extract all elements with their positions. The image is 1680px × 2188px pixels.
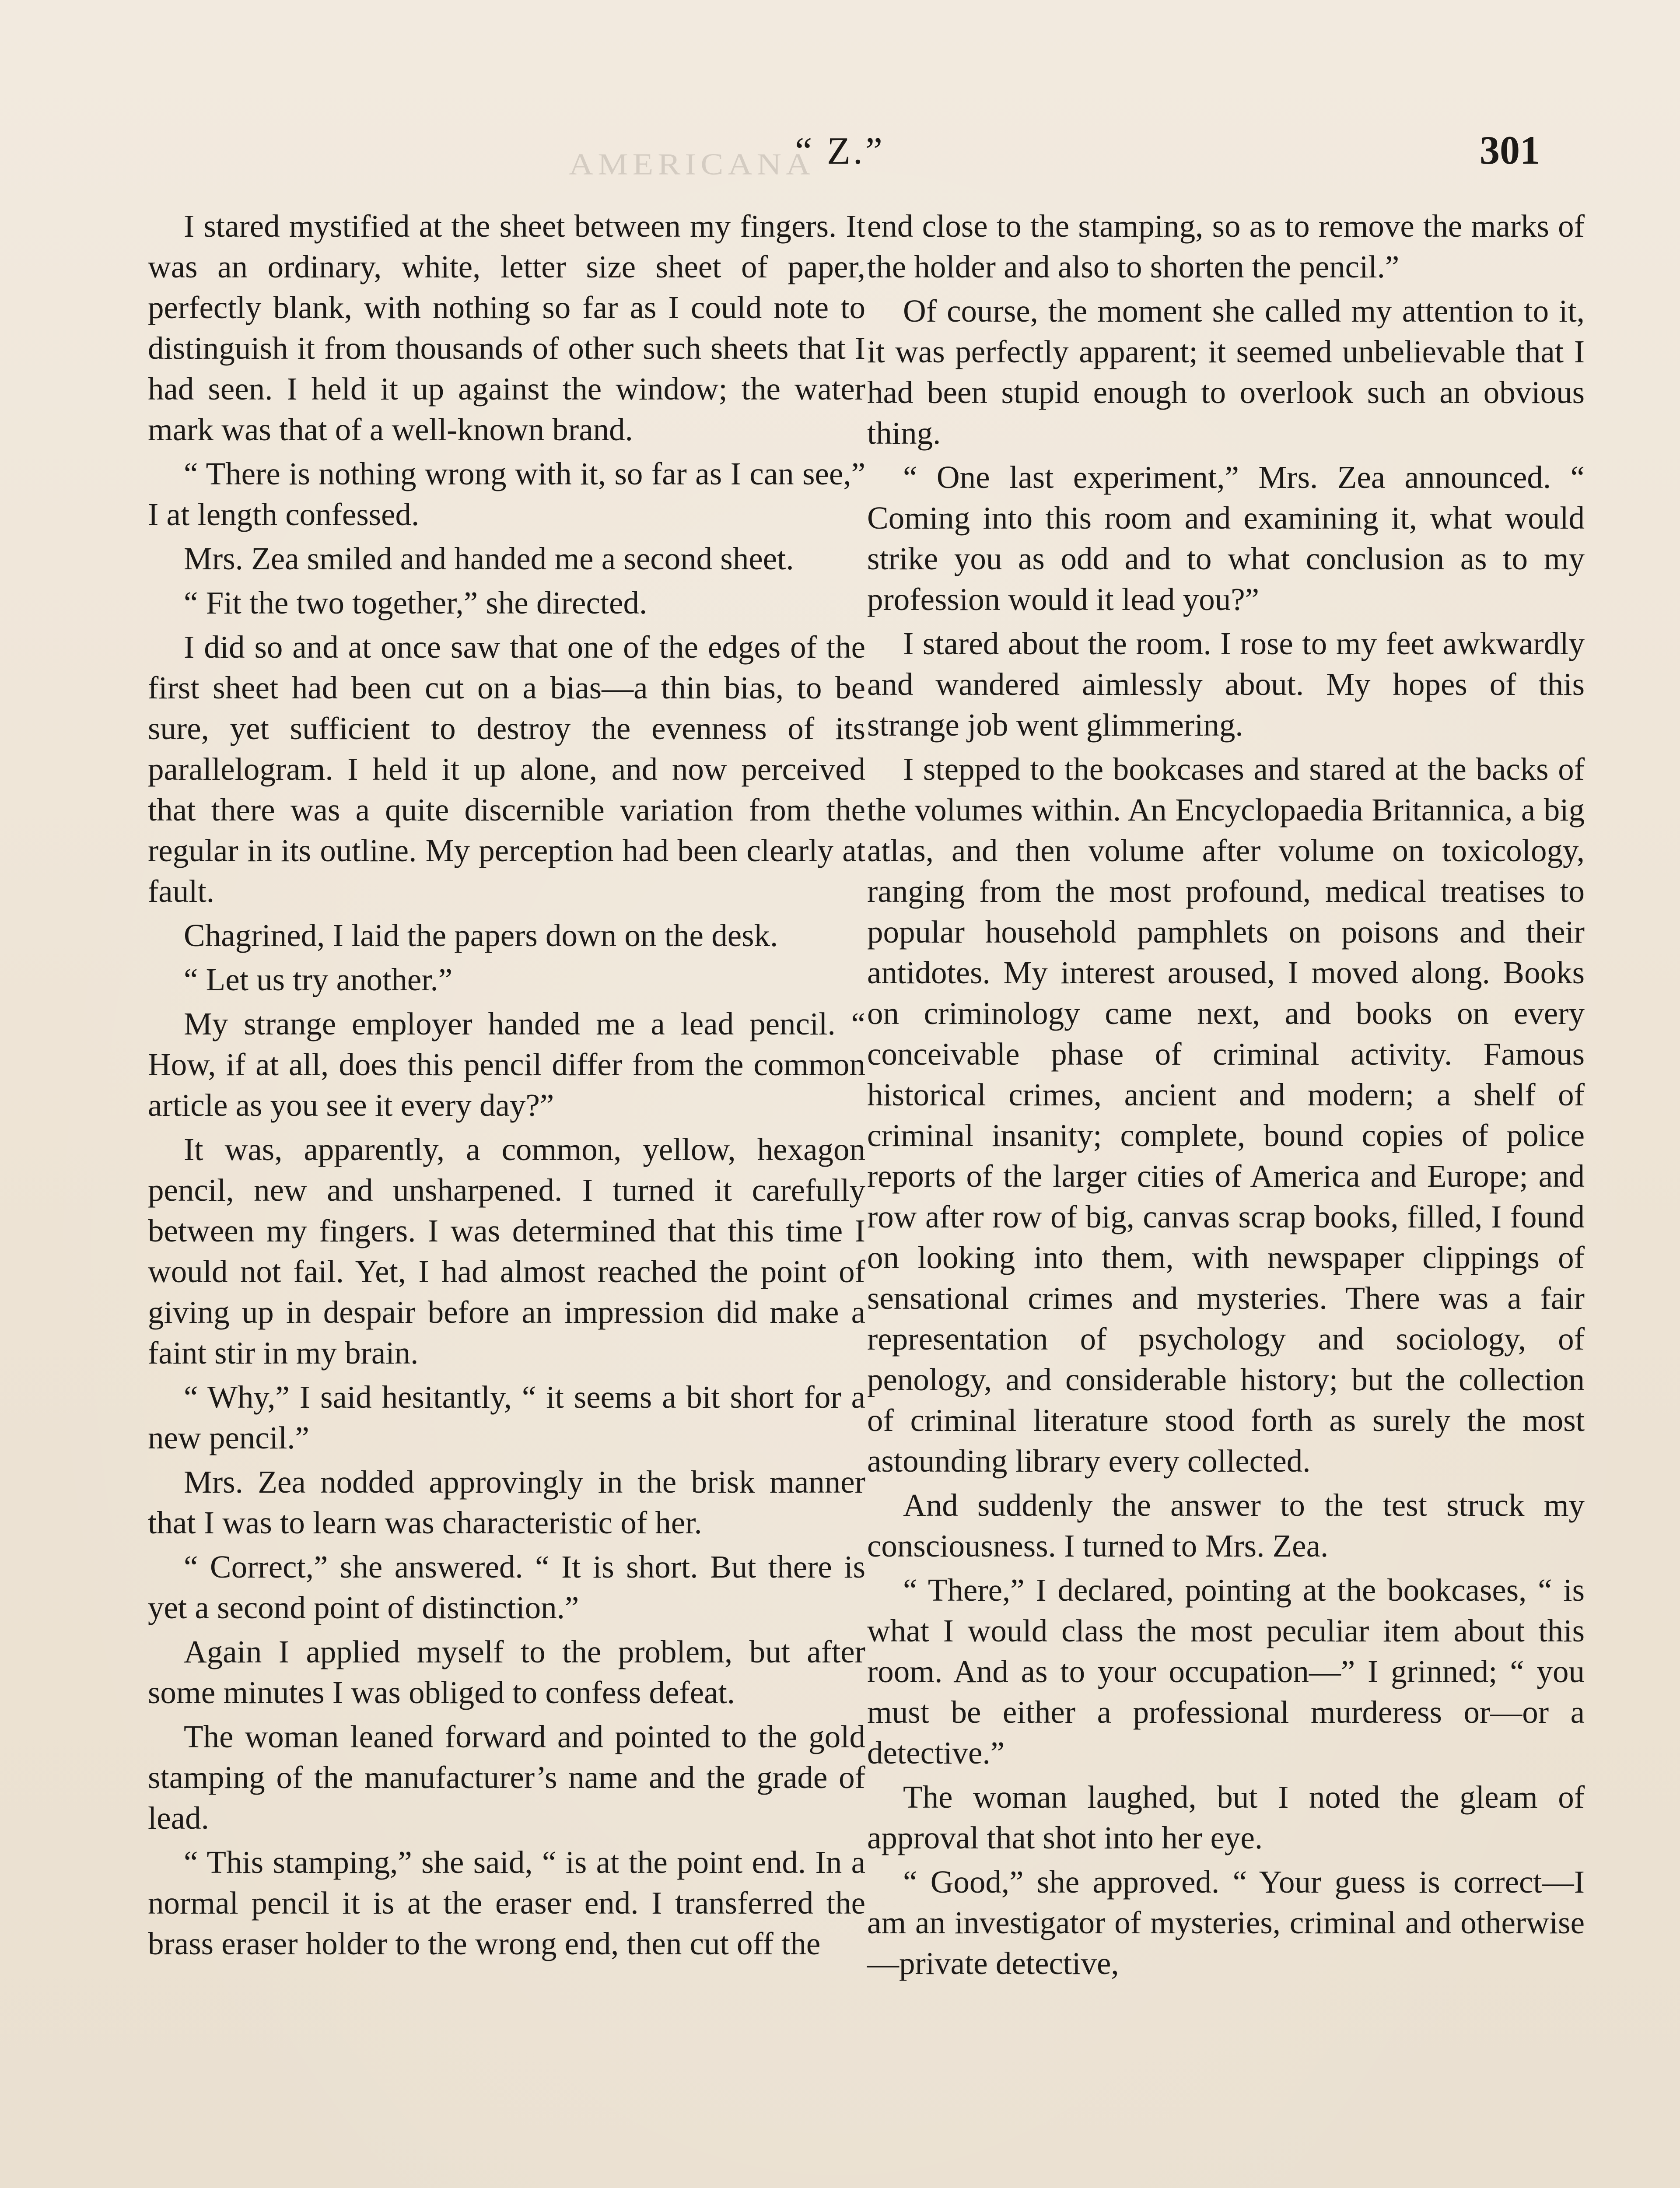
paragraph: “ Why,” I said hesitantly, “ it seems a bit short for a new pencil.” — [148, 1379, 865, 1455]
page-number: 301 — [1480, 128, 1540, 172]
paragraph: Of course, the moment she called my attention to it, it was perfectly apparent; it seemed unbelievable that I had been stupid enough to overlook such an obvious thing. — [867, 293, 1585, 451]
paragraph: “ Fit the two together,” she directed. — [184, 585, 648, 621]
paragraph: “ Good,” she approved. “ Your guess is correct—I am an investigator of mysteries, criminal and otherwise—private detective, — [867, 1864, 1585, 1981]
bleed-through-text: AMERICANA — [569, 147, 815, 181]
paragraph: Mrs. Zea smiled and handed me a second sheet. — [184, 541, 794, 576]
paragraph: And suddenly the answer to the test struck my consciousness. I turned to Mrs. Zea. — [867, 1487, 1585, 1564]
paragraph: The woman laughed, but I noted the gleam of approval that shot into her eye. — [867, 1779, 1585, 1855]
paragraph: Chagrined, I laid the papers down on the desk. — [184, 918, 778, 953]
paragraph: “ Let us try another.” — [184, 962, 453, 997]
paragraph-continued: end close to the stamping, so as to remove the marks of the holder and also to shorten the pencil.” — [867, 208, 1585, 284]
paragraph: The woman leaned forward and pointed to the gold stamping of the manufacturer’s name and the grade of lead. — [148, 1719, 865, 1836]
paragraph: It was, apparently, a common, yellow, hexagon pencil, new and unsharpened. I turned it carefully between my fingers. I was determined that this time I would not fail. Yet, I had almost reached the point of giving up in despair before an impression did make a faint stir in my brain. — [148, 1132, 865, 1371]
right-column — [867, 206, 1585, 1987]
paragraph: Mrs. Zea nodded approvingly in the brisk manner that I was to learn was characteristic of her. — [148, 1464, 865, 1540]
paragraph: I stared mystified at the sheet between my fingers. It was an ordinary, white, letter size sheet of paper, perfectly blank, with nothing so far as I could note to distinguish it from thousands of other such sheets that I had seen. I held it up against the window; the water mark was that of a well-known brand. — [148, 208, 865, 447]
paragraph: I stared about the room. I rose to my feet awkwardly and wandered aimlessly about. My hopes of this strange job went glimmering. — [867, 626, 1585, 743]
paragraph: My strange employer handed me a lead pencil. “ How, if at all, does this pencil differ from the common article as you see it every day?” — [148, 1006, 865, 1123]
running-head: “ Z.” — [795, 130, 885, 172]
left-column — [148, 206, 865, 1967]
paragraph: “ Correct,” she answered. “ It is short. But there is yet a second point of distinction.” — [148, 1549, 865, 1625]
paragraph: “ One last experiment,” Mrs. Zea announced. “ Coming into this room and examining it, what would strike you as odd and to what conclusion as to my profession would it lead you?” — [867, 459, 1585, 617]
paragraph: “ There,” I declared, pointing at the bookcases, “ is what I would class the most peculiar item about this room. And as to your occupation—” I grinned; “ you must be either a professional murderess or—or a detective.” — [867, 1572, 1585, 1771]
paragraph: “ This stamping,” she said, “ is at the point end. In a normal pencil it is at the eraser end. I transferred the brass eraser holder to the wrong end, then cut off the — [148, 1844, 865, 1961]
paragraph: I stepped to the bookcases and stared at the backs of the volumes within. An Encyclopaedia Britannica, a big atlas, and then volume after volume on toxicology, ranging from the most profound, medical treatises to popular household pamphlets on poisons and their antidotes. My interest aroused, I moved along. Books on criminology came next, and books on every conceivable phase of criminal activity. Famous historical crimes, ancient and modern; a shelf of criminal insanity; complete, bound copies of police reports of the larger cities of America and Europe; and row after row of big, canvas scrap books, filled, I found on looking into them, with newspaper clippings of sensational crimes and mysteries. There was a fair representation of psychology and sociology, of penology, and considerable history; but the collection of criminal literature stood forth as surely the most astounding library every collected. — [867, 751, 1585, 1479]
paragraph: “ There is nothing wrong with it, so far as I can see,” I at length confessed. — [148, 456, 865, 532]
paragraph: Again I applied myself to the problem, but after some minutes I was obliged to confess defeat. — [148, 1634, 865, 1710]
paragraph: I did so and at once saw that one of the edges of the first sheet had been cut on a bias—a thin bias, to be sure, yet sufficient to destroy the evenness of its parallelogram. I held it up alone, and now perceived that there was a quite discernible variation from the regular in its outline. My perception had been clearly at fault. — [148, 629, 865, 909]
